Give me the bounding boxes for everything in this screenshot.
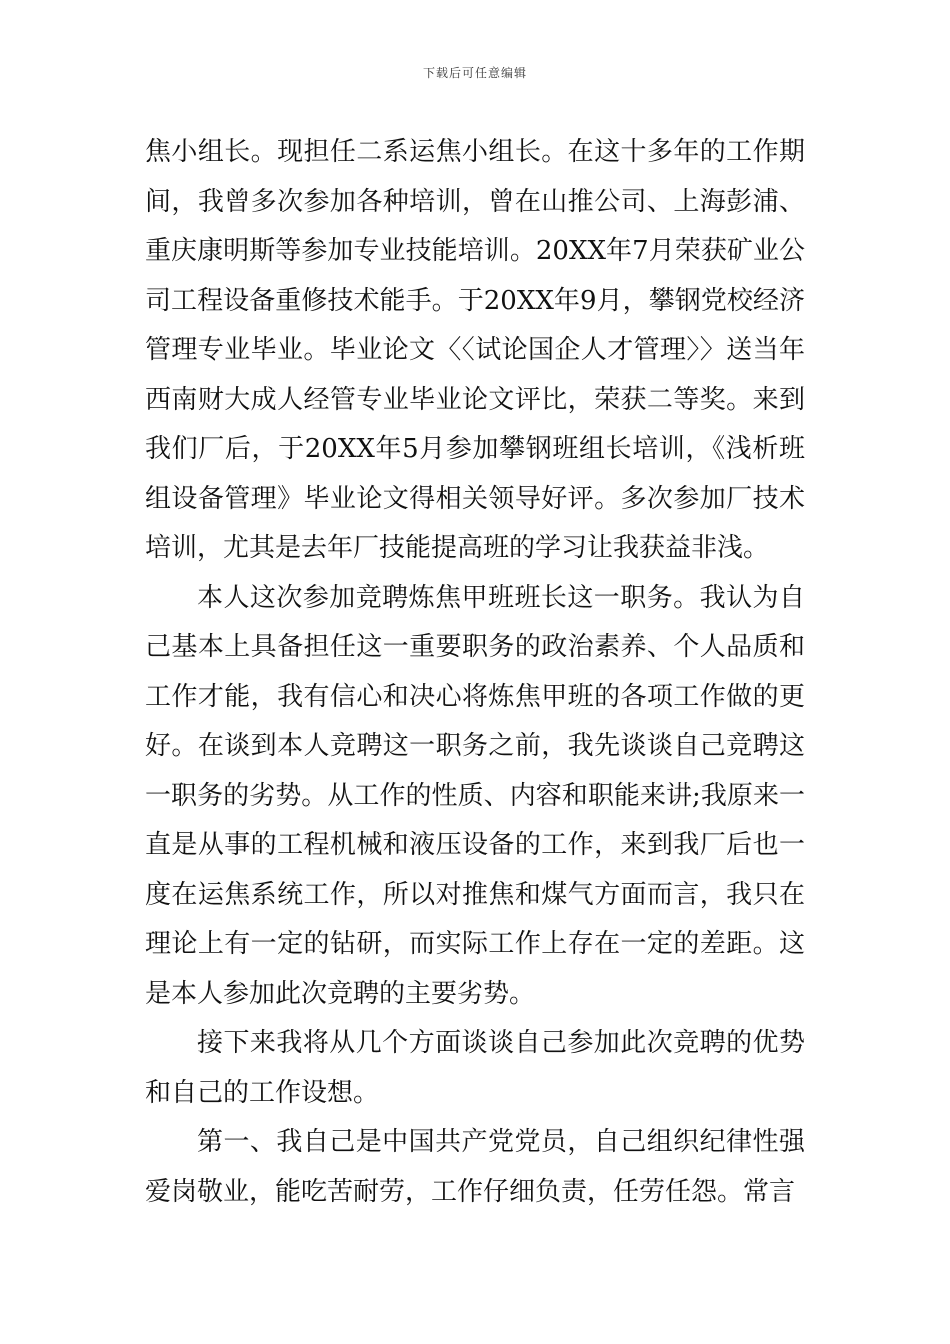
paragraph-2: 本人这次参加竞聘炼焦甲班班长这一职务。我认为自己基本上具备担任这一重要职务的政治素养、个人品质和工作才能，我有信心和决心将炼焦甲班的各项工作做的更好。在谈到本人竞聘这一职务之前，我先谈谈自己竞聘这一职务的劣势。从工作的性质、内容和职能来讲;我原来一直是从事的工程机械和液压设备的工作，来到我厂后也一度在运焦系统工作，所以对推焦和煤气方面而言，我只在理论上有一定的钻研，而实际工作上存在一定的差距。这是本人参加此次竞聘的主要劣势。 <box>145 582 805 1009</box>
document-body <box>145 128 805 1217</box>
paragraph-1: 焦小组长。现担任二系运焦小组长。在这十多年的工作期间，我曾多次参加各种培训，曾在山推公司、上海彭浦、重庆康明斯等参加专业技能培训。20XX年7月荣获矿业公司工程设备重修技术能手。于20XX年9月，攀钢党校经济管理专业毕业。毕业论文〈〈试论国企人才管理〉〉送当年西南财大成人经管专业毕业论文评比，荣获二等奖。来到我们厂后，于20XX年5月参加攀钢班组长培训，《浅析班组设备管理》毕业论文得相关领导好评。多次参加厂技术培训，尤其是去年厂技能提高班的学习让我获益非浅。 <box>145 137 805 563</box>
paragraph-3: 接下来我将从几个方面谈谈自己参加此次竞聘的优势和自己的工作设想。 <box>145 1028 805 1108</box>
paragraph-4: 第一、我自己是中国共产党党员，自己组织纪律性强爱岗敬业，能吃苦耐劳，工作仔细负责，任劳任怨。常言 <box>145 1127 805 1207</box>
page-header: 下载后可任意编辑 <box>422 66 527 80</box>
